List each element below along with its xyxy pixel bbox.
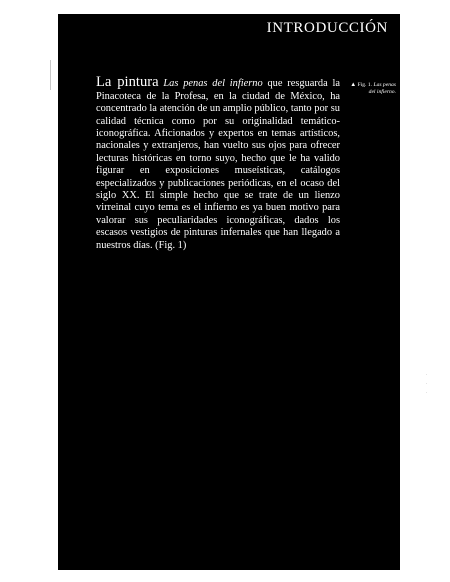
intro-paragraph — [96, 76, 340, 252]
figure-title: Las penas del infierno. — [368, 82, 396, 95]
figure-caption — [346, 82, 396, 96]
figure-label: Fig. 1. — [357, 82, 373, 88]
page-header: INTRODUCCIÓN — [266, 20, 388, 36]
scan-specks: · · · — [426, 372, 428, 395]
document-page — [58, 14, 400, 570]
triangle-marker-icon: ▲ — [350, 82, 357, 88]
scan-edge-mark — [50, 60, 51, 90]
artwork-title: Las penas del infierno — [163, 78, 263, 90]
paragraph-body: que resguarda la Pinacoteca de la Profesa, en la ciudad de México, ha concentrado la atención de un amplio público, tanto por su calidad técnica como por su originalidad temático-iconográfica. Aficionados y expertos en temas artísticos, nacionales y extranjeros, han vuelto sus ojos para ofrecer lecturas históricas en torno suyo, hecho que le ha valido figurar en exposiciones museísticas, catálogos especializados y publicaciones periódicas, en el ocaso del siglo XX. El simple hecho que se trate de un lienzo virreinal cuyo tema es el infierno es ya buen motivo para valorar sus peculiaridades iconográficas, dados los escasos vestigios de pinturas infernales que han llegado a nuestros días. (Fig. 1) — [96, 78, 340, 251]
lead-words: La pintura — [96, 74, 159, 91]
